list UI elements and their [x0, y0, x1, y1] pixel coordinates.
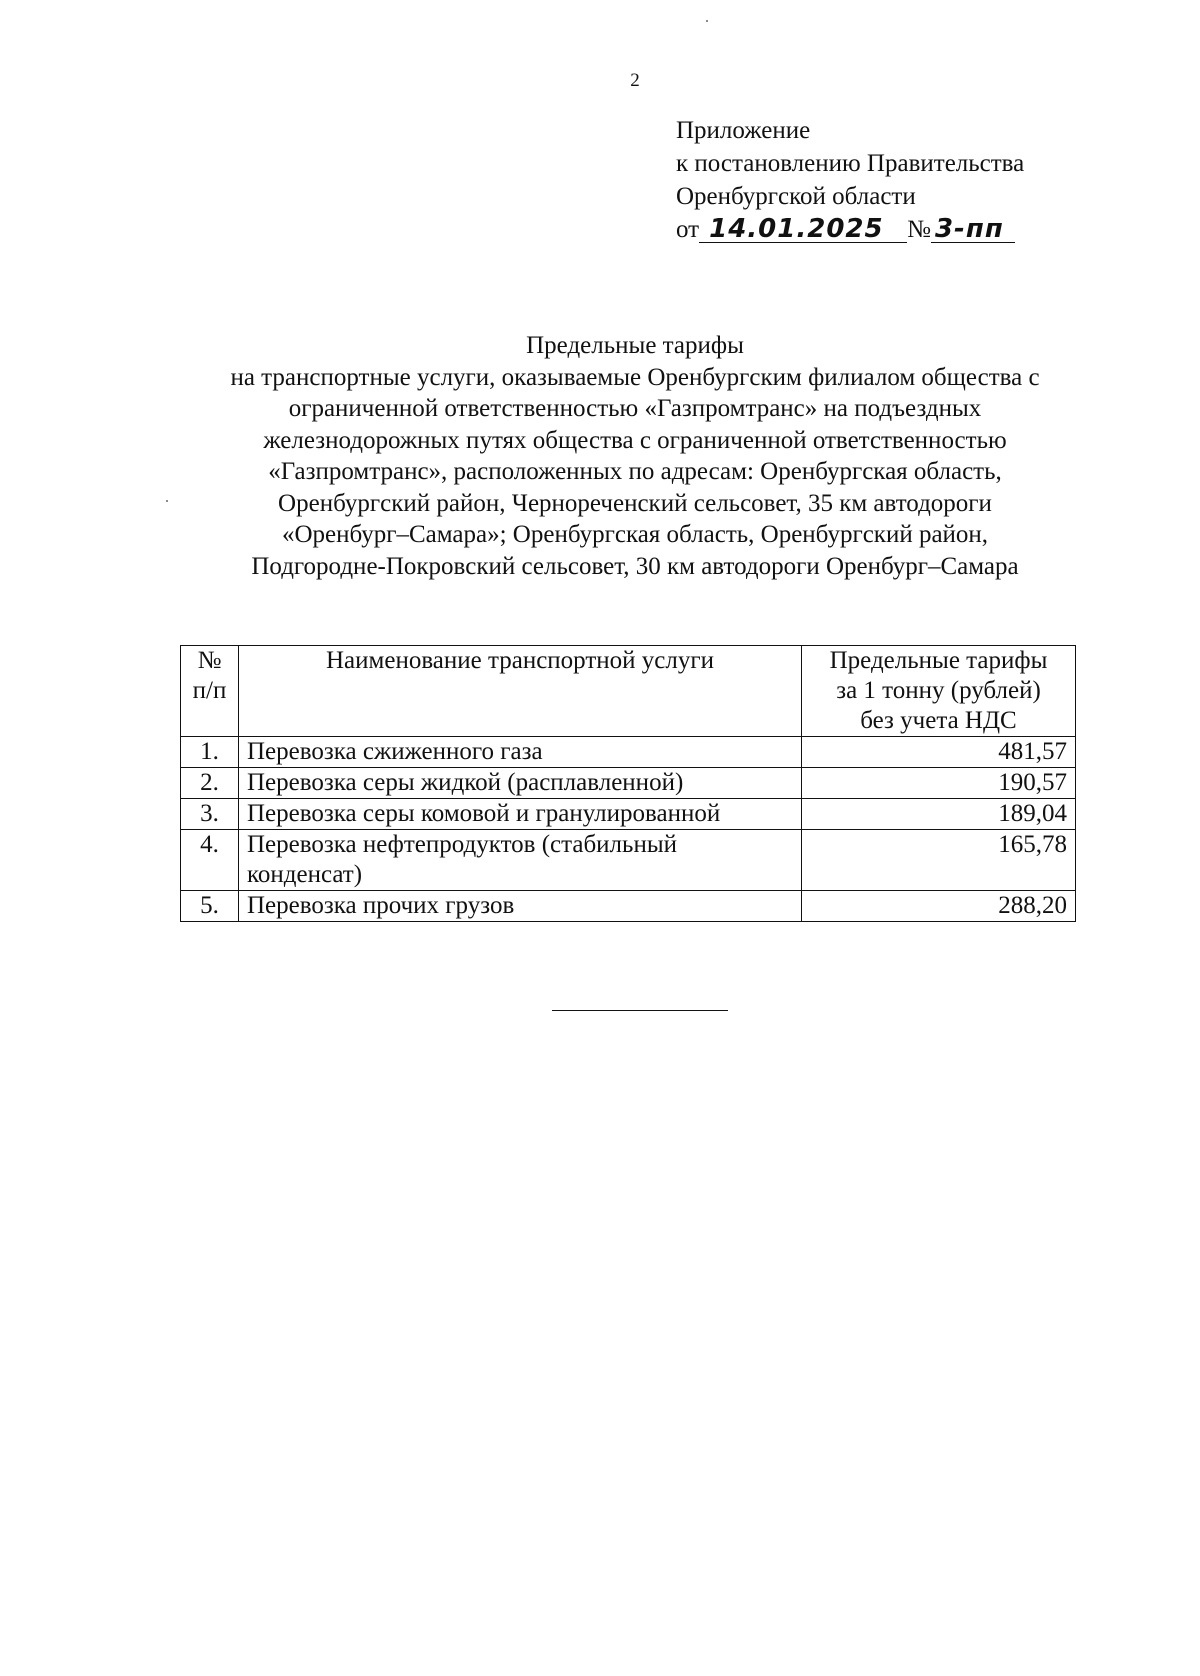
table-row: [181, 737, 1076, 768]
number-prefix: №: [907, 216, 931, 243]
row-price: 190,57: [802, 768, 1076, 799]
appendix-block: [676, 114, 1024, 246]
row-number: 3.: [181, 799, 239, 830]
appendix-region: Оренбургской области: [676, 183, 916, 210]
date-prefix: от: [676, 216, 700, 243]
header-number: [181, 646, 239, 737]
row-service-name: Перевозка сжиженного газа: [239, 737, 802, 768]
row-price: 481,57: [802, 737, 1076, 768]
row-number: 4.: [181, 830, 239, 891]
closing-rule: [552, 1010, 728, 1011]
table-row: [181, 830, 1076, 891]
row-service-name: Перевозка прочих грузов: [239, 891, 802, 922]
title-line: ограниченной ответственностью «Газпромтранс» на подъездных: [288, 395, 982, 422]
page-number: 2: [630, 70, 640, 91]
row-service-name-line: конденсат): [247, 861, 363, 888]
header-price-line: за 1 тонну (рублей): [836, 677, 1041, 704]
row-number: 2.: [181, 768, 239, 799]
title-line: Оренбургский район, Чернореченский сельсовет, 35 км автодороги: [278, 489, 992, 517]
table-header-row: [181, 646, 1076, 737]
document-title: [150, 330, 1120, 582]
title-line: Подгородне-Покровский сельсовет, 30 км автодороги Оренбург–Самара: [251, 552, 1019, 580]
row-service-name: [239, 830, 802, 891]
row-service-name: Перевозка серы жидкой (расплавленной): [239, 768, 802, 799]
header-number-sign: №: [197, 647, 222, 674]
row-number: 5.: [181, 891, 239, 922]
title-line: «Оренбург–Самара»; Оренбургская область, Оренбургский район,: [281, 521, 989, 548]
row-service-name-line: Перевозка нефтепродуктов (стабильный: [247, 831, 677, 858]
scan-speck: [166, 500, 168, 502]
row-number: 1.: [181, 737, 239, 768]
title-heading: Предельные тарифы: [526, 332, 744, 359]
scan-speck: [706, 20, 708, 22]
row-price: 288,20: [802, 891, 1076, 922]
table-row: [181, 768, 1076, 799]
table-row: [181, 799, 1076, 830]
table-row: [181, 891, 1076, 922]
appendix-reference: к постановлению Правительства: [676, 150, 1025, 177]
header-price-line: Предельные тарифы: [829, 647, 1048, 674]
tariffs-table: [180, 645, 1076, 922]
appendix-title: Приложение: [676, 117, 811, 144]
header-number-label: п/п: [192, 677, 227, 704]
header-price: [802, 646, 1076, 737]
handwritten-number: 3-пп: [931, 216, 1015, 243]
appendix-date-line: [676, 213, 1024, 246]
row-service-name: Перевозка серы комовой и гранулированной: [239, 799, 802, 830]
title-line: на транспортные услуги, оказываемые Оренбургским филиалом общества с: [230, 363, 1040, 391]
header-price-line: без учета НДС: [860, 707, 1017, 734]
title-line: «Газпромтранс», расположенных по адресам: Оренбургская область,: [268, 458, 1002, 485]
row-price: 165,78: [802, 830, 1076, 891]
handwritten-date: 14.01.2025: [699, 216, 907, 243]
header-service-name: Наименование транспортной услуги: [239, 646, 802, 737]
title-line: железнодорожных путях общества с ограниченной ответственностью: [263, 426, 1007, 454]
row-price: 189,04: [802, 799, 1076, 830]
